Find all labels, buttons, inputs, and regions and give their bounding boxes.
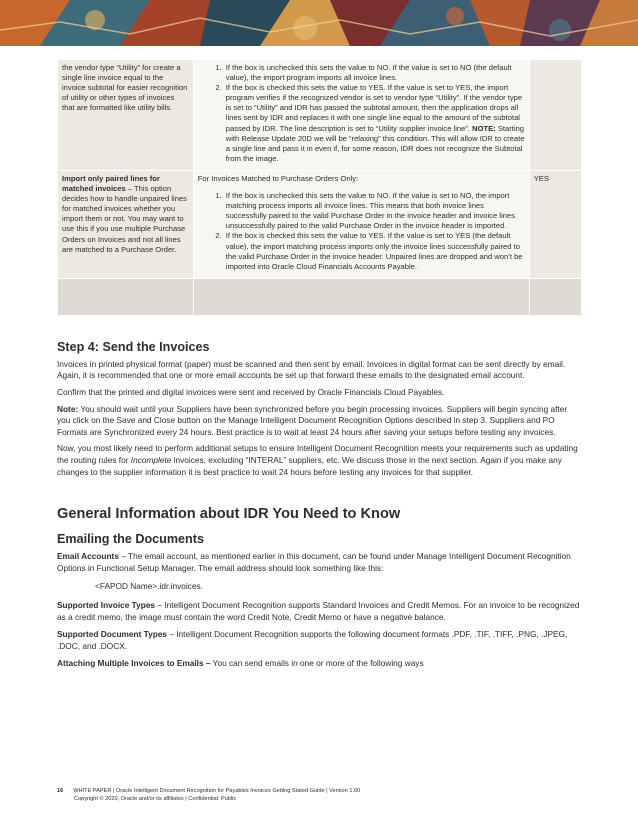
page-footer: [57, 787, 360, 803]
table-row: [58, 60, 582, 171]
option-description-cell: Import only paired lines for matched invoices – This option decides how to handle unpaired lines for matched invoices whether you import them or not. You may want to use this if you use multiple Purchase Orders on Invoices and not all lines are matched to a Purchase Order.: [58, 170, 194, 278]
list-item: 2. If the box is checked this sets the value to YES. If the value is set to YES (the default value), the import matching process imports only the invoice lines successfully paired to the valid Purchase Order in the invoice header. Unpaired lines are dropped and won’t be imported into Oracle Cloud Financials Accounts Payable.: [224, 231, 525, 271]
behavior-list: [198, 191, 525, 272]
step4-note: Note: You should wait until your Suppliers have been synchronized before you begin processing invoices. Suppliers will begin syncing after you click on the Save and Close button on the Manage Intelligent Document Recognition Options described in step 3. Suppliers and PO Formats are Synchronized every 24 hours. Best practice is to wait at least 24 hours after saving your setups before testing any invoices.: [57, 403, 568, 437]
option-default-cell: YES: [529, 170, 581, 278]
footer-copyright: Copyright © 2020, Oracle and/or its affiliates | Confidential: Public: [74, 796, 237, 802]
list-item: 1. If the box is unchecked this sets the value to NO. If the value is set to NO (the default value), the import program imports all invoice lines.: [224, 63, 525, 83]
table-row: [58, 170, 582, 278]
behavior-list: [198, 63, 525, 164]
step4-paragraph: Invoices in printed physical format (paper) must be scanned and then sent by email. Invoices in digital format can be sent directly by email. Again, it is recommended that one or more email accounts be set up that forward these emails to the designated email account.: [57, 358, 566, 381]
option-default-cell: [529, 60, 581, 171]
header-banner: [0, 0, 638, 46]
attaching-paragraph: Attaching Multiple Invoices to Emails – You can send emails in one or more of the following ways: [57, 658, 424, 669]
general-heading: General Information about IDR You Need to Know: [57, 506, 401, 523]
decorative-banner-art: [0, 0, 638, 46]
step4-paragraph: Confirm that the printed and digital invoices were sent and received by Oracle Financials Cloud Payables.: [57, 386, 445, 397]
empty-cell: [58, 278, 194, 315]
behavior-intro: For Invoices Matched to Purchase Orders Only:: [197, 173, 359, 183]
step4-paragraph: Now, you most likely need to perform additional setups to ensure Intelligent Document Recognition meets your requirements such as updating the routing rules for Incomplete invoices, excluding “INTERAL” suppliers, etc. We discuss those in the next section. Again if you make any changes to the supplier information it is best practice to wait 24 hours before testing any invoices for that supplier.: [57, 443, 578, 477]
invoice-types-paragraph: Supported Invoice Types – Intelligent Document Recognition supports Standard Invoices and Credit Memos. For an invoice to be recognized as a credit memo, the image must contain the word Credit Note, Credit Memo or have a negative balance.: [57, 599, 580, 622]
empty-cell: [193, 278, 529, 315]
option-behavior-cell: [193, 170, 529, 278]
list-item: 2. If the box is checked this sets the value to YES. If the value is set to YES, the import program verifies if the recognized vendor is set to vendor type “Utility”. If the vendor type is set to “Utility” and IDR has passed the subtotal amount, then the application drops all lines sent by IDR and replaces it with one single line equal to the amount of the subtotal passed by IDR. The line description is set to “Utility supplier invoice line”. NOTE: Starting with Release Update 20D we will be “relaxing” this condition. This will allow IDR to create a single line and pass it in even if, for some reason, IDR does not recognize the Subtotal from the image.: [224, 83, 525, 164]
email-example: <FAPOD Name>.idr.invoices.: [95, 581, 203, 592]
table-row-empty: [58, 278, 582, 315]
page-number: 16: [57, 788, 64, 794]
page-content: [57, 59, 582, 670]
step4-heading: Step 4: Send the Invoices: [57, 339, 210, 354]
footer-title: WHITE PAPER | Oracle Intelligent Document Recognition for Payables Invoices Getting Stated Guide | Version 1.00: [73, 788, 361, 794]
list-item: 1. If the box is unchecked this sets the value to NO. If the value is set to NO, the import matching process imports all invoice lines. This means that both invoice lines successfully paired to the valid Purchase Order in the invoice header and invoice lines unsuccessfully paired to the valid Purchase Order in the invoice header is imported.: [224, 191, 525, 231]
emailing-subheading: Emailing the Documents: [57, 532, 204, 547]
email-accounts-paragraph: Email Accounts – The email account, as mentioned earlier in this document, can be found under Manage Intelligent Document Recognition Options in Functional Setup Manager. The email address should look something like this:: [57, 551, 571, 573]
empty-cell: [529, 278, 581, 315]
option-behavior-cell: [193, 60, 529, 171]
document-types-paragraph: Supported Document Types – Intelligent Document Recognition supports the following document formats .PDF, .TIF, .TIFF, .PNG, .JPEG, .DOC, and .DOCX.: [57, 629, 568, 651]
options-table: [57, 59, 582, 316]
option-description-cell: the vendor type “Utility” for create a single line invoice equal to the invoice subtotal for easier recognition of utility or other types of invoices that are formatted like utility bills.: [58, 60, 194, 171]
